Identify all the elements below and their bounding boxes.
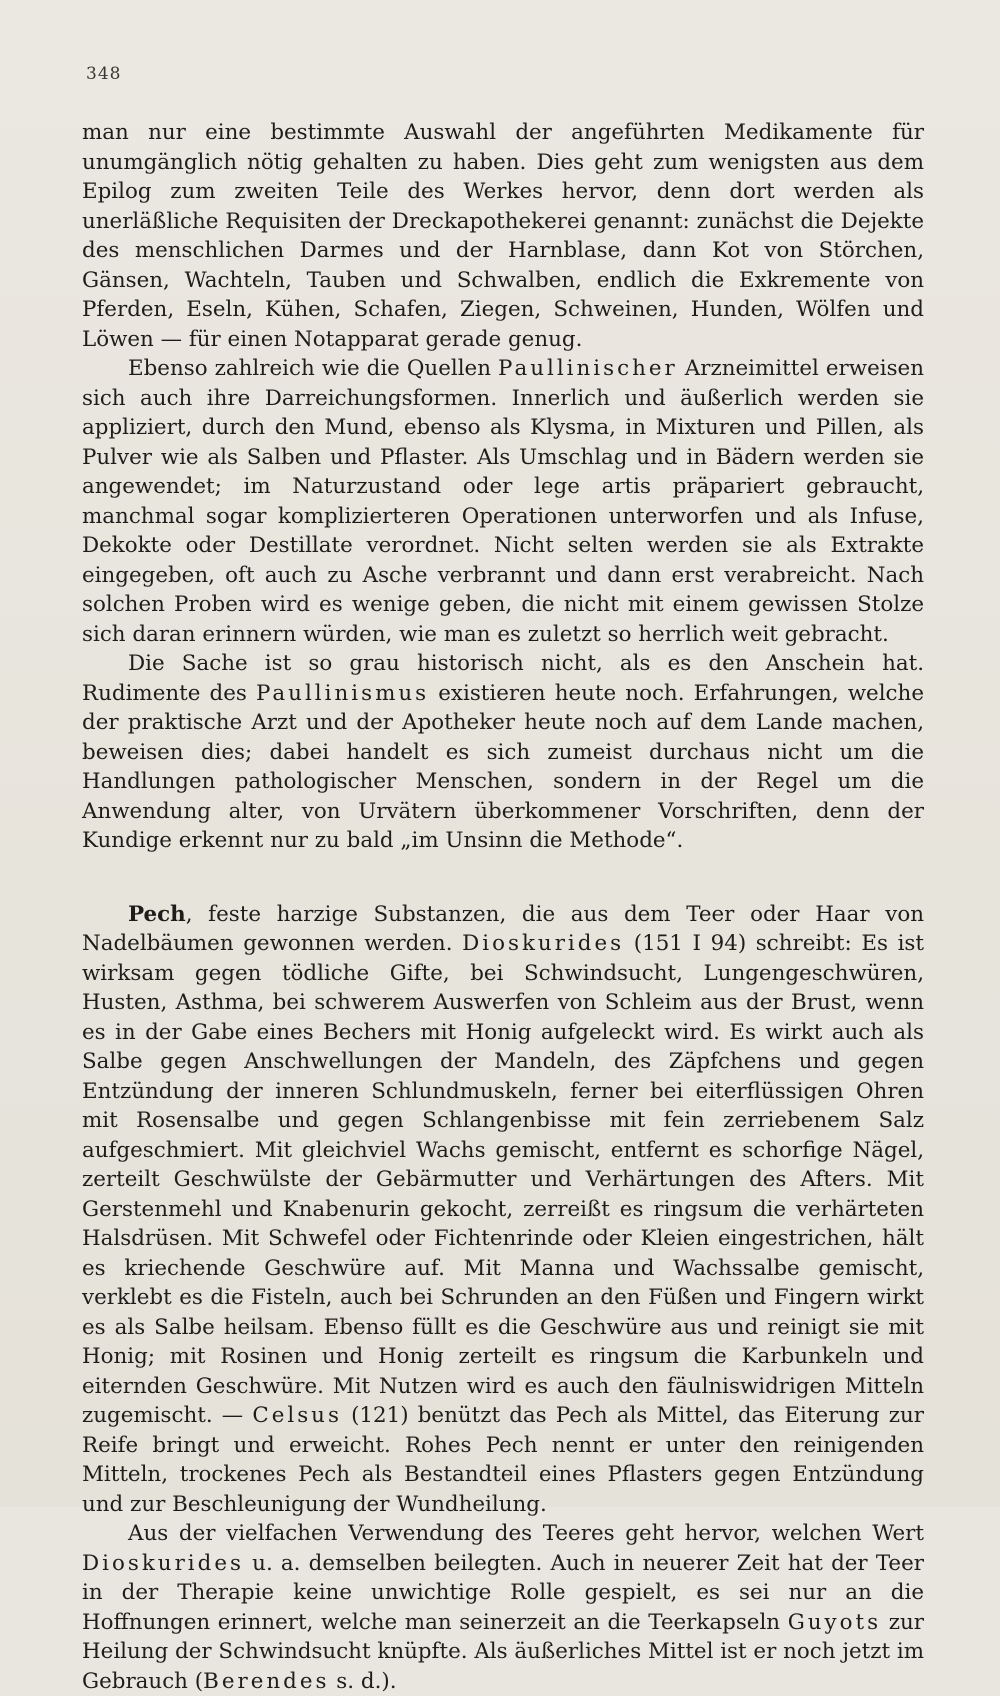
spaced-name-dioskurides-2: Dioskurides	[82, 1550, 244, 1576]
spaced-name-dioskurides: Dioskurides	[462, 931, 625, 956]
spaced-name-guyots: Guyots	[787, 1609, 882, 1635]
page-number: 348	[86, 64, 122, 84]
paragraph-3	[82, 649, 924, 856]
paragraph-5	[82, 1519, 924, 1696]
paragraph-3-text-b: existieren heute noch. Erfahrungen, welche der praktische Arzt und der Apotheker heute noch auf dem Lande machen, beweisen dies; dabei handelt es sich zumeist durchaus nicht um die Handlungen pathologischer Menschen, sondern in der Regel um die Anwendung alter, von Urvätern überkommener Vorschriften, denn der Kundige erkennt nur zu bald „im Unsinn die Methode“.	[82, 680, 924, 853]
paragraph-5-text-d: s. d.).	[336, 1668, 397, 1694]
paragraph-3-text-a: Die Sache ist so grau historisch nicht, als es den Anschein hat. Rudimente des	[82, 651, 924, 706]
entry-pech	[82, 900, 924, 1520]
spaced-name-celsus: Celsus	[252, 1403, 342, 1428]
spaced-name-berendes: Berendes	[203, 1668, 330, 1694]
section-gap	[82, 856, 924, 900]
paragraph-2	[82, 354, 924, 649]
page-body	[82, 118, 924, 1696]
entry-lemma: Pech	[128, 901, 186, 927]
entry-pech-text-a: , feste harzige Substanzen, die aus dem Teer oder Haar von Nadelbäumen gewonnen werden.	[82, 901, 924, 956]
entry-pech-text-c: (121) benützt das Pech als Mittel, das Eiterung zur Reife bringt und erweicht. Rohes Pech nennt er unter den reinigenden Mitteln, trockenes Pech als Bestandteil eines Pflasters gegen Entzündung und zur Beschleunigung der Wundheilung.	[82, 1403, 924, 1517]
spaced-name-paullinischer: Paullinischer	[498, 356, 678, 381]
spaced-name-paullinismus: Paullinismus	[256, 680, 430, 706]
paragraph-5-text-a: Aus der vielfachen Verwendung des Teeres geht hervor, welchen Wert	[128, 1521, 924, 1546]
paragraph-2-text-a: Ebenso zahlreich wie die Quellen	[128, 356, 491, 381]
paragraph-1-text: man nur eine bestimmte Auswahl der angeführten Medikamente für unumgänglich nötig gehalten zu haben. Dies geht zum wenigsten aus dem Epilog zum zweiten Teile des Werkes hervor, denn dort werden als unerläßliche Requisiten der Dreckapothekerei genannt: zunächst die Dejekte des menschlichen Darmes und der Harnblase, dann Kot von Störchen, Gänsen, Wachteln, Tauben und Schwalben, endlich die Exkremente von Pferden, Eseln, Kühen, Schafen, Ziegen, Schweinen, Hunden, Wölfen und Löwen — für einen Notapparat gerade genug.	[82, 120, 924, 352]
paragraph-5-text-c: zur Heilung der Schwindsucht knüpfte. Als äußerliches Mittel ist er noch jetzt im Gebrauch (	[82, 1609, 924, 1694]
paragraph-1	[82, 118, 924, 354]
entry-pech-text-b: (151 I 94) schreibt: Es ist wirksam gegen tödliche Gifte, bei Schwindsucht, Lungengeschwüren, Husten, Asthma, bei schwerem Auswerfen von Schleim aus der Brust, wenn es in der Gabe eines Bechers mit Honig aufgeleckt wird. Es wirkt auch als Salbe gegen Anschwellungen der Mandeln, des Zäpfchens und gegen Entzündung der inneren Schlundmuskeln, ferner bei eiterflüssigen Ohren mit Rosensalbe und gegen Schlangenbisse mit fein zerriebenem Salz aufgeschmiert. Mit gleichviel Wachs gemischt, entfernt es schorfige Nägel, zerteilt Geschwülste der Gebärmutter und Verhärtungen des Afters. Mit Gerstenmehl und Knabenurin gekocht, zerreißt es ringsum die verhärteten Halsdrüsen. Mit Schwefel oder Fichtenrinde oder Kleien eingestrichen, hält es kriechende Geschwüre auf. Mit Manna und Wachssalbe gemischt, verklebt es die Fisteln, auch bei Schrunden an den Füßen und Fingern wirkt es als Salbe heilsam. Ebenso füllt es die Geschwüre aus und reinigt sie mit Honig; mit Rosinen und Honig zerteilt es ringsum die Karbunkeln und eiternden Geschwüre. Mit Nutzen wird es auch den fäulniswidrigen Mitteln zugemischt. —	[82, 931, 924, 1428]
paragraph-5-text-b: u. a. demselben beilegten. Auch in neuerer Zeit hat der Teer in der Therapie keine unwichtige Rolle gespielt, es sei nur an die Hoffnungen erinnert, welche man seinerzeit an die Teerkapseln	[82, 1550, 924, 1635]
paragraph-2-text-b: Arzneimittel erweisen sich auch ihre Darreichungsformen. Innerlich und äußerlich werden sie appliziert, durch den Mund, ebenso als Klysma, in Mixturen und Pillen, als Pulver wie als Salben und Pflaster. Als Umschlag und in Bädern werden sie angewendet; im Naturzustand oder lege artis präpariert gebraucht, manchmal sogar komplizierteren Operationen unterworfen und als Infuse, Dekokte oder Destillate verordnet. Nicht selten werden sie als Extrakte eingegeben, oft auch zu Asche verbrannt und dann erst verabreicht. Nach solchen Proben wird es wenige geben, die nicht mit einem gewissen Stolze sich daran erinnern würden, wie man es zuletzt so herrlich weit gebracht.	[82, 356, 924, 647]
